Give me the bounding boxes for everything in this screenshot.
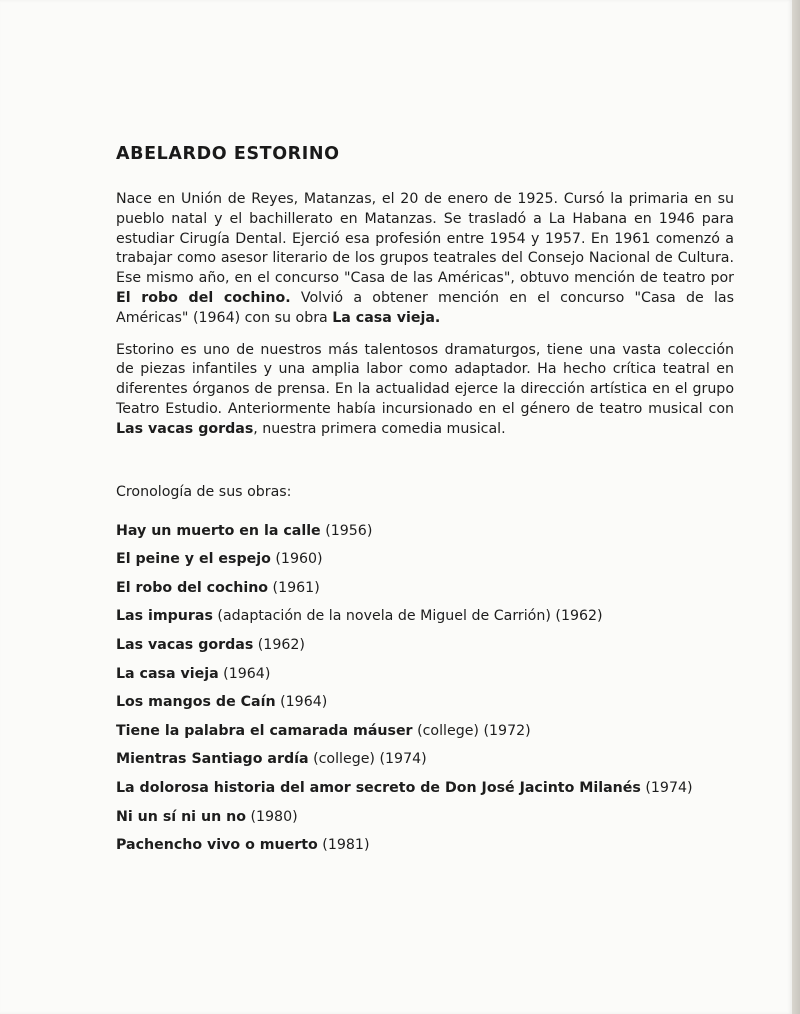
work-note: (1961)	[268, 579, 320, 596]
work-title: Las vacas gordas	[116, 636, 254, 653]
work-title: La dolorosa historia del amor secreto de Don José Jacinto Milanés	[116, 779, 641, 796]
work-note: (1964)	[218, 665, 271, 682]
bio-text: , nuestra primera comedia musical.	[253, 420, 506, 437]
bio-text: Nace en Unión de Reyes, Matanzas, el 20 de enero de 1925. Cursó la primaria en su pueblo natal y el bachillerato en Matanzas. Se trasladó a La Habana en 1946 para estudiar Cirugía Dental. Ejerció esa profesión entre 1954 y 1957. En 1961 comenzó a trabajar como asesor literario de los grupos teatrales del Consejo Nacional de Cultura. Ese mismo año, en el concurso "Casa de las Américas", obtuvo mención de teatro por	[116, 191, 734, 287]
work-title: Tiene la palabra el camarada máuser	[116, 722, 413, 739]
work-item	[116, 636, 734, 655]
work-item	[116, 579, 734, 598]
work-note: (adaptación de la novela de Miguel de Carrión) (1962)	[212, 608, 603, 625]
work-note: (1960)	[270, 551, 323, 568]
work-title: El robo del cochino	[116, 579, 269, 596]
page-content	[114, 144, 734, 865]
work-title: Los mangos de Caín	[116, 694, 276, 711]
biography	[114, 190, 734, 440]
bio-text: Estorino es uno de nuestros más talentosos dramaturgos, tiene una vasta colección de piezas infantiles y una amplia labor como adaptador. Ha hecho crítica teatral en diferentes órganos de prensa. En la actualidad ejerce la dirección artística en el grupo Teatro Estudio. Anteriormente había incursionado en el género de teatro musical con	[116, 341, 734, 417]
chronology-heading: Cronología de sus obras:	[116, 483, 292, 500]
work-item	[116, 750, 734, 769]
work-title: Las impuras	[116, 608, 213, 625]
work-note: (1962)	[253, 636, 305, 653]
work-item	[116, 808, 734, 827]
work-item	[116, 836, 734, 855]
bio-text: Volvió a obtener mención en el concurso "Casa de las Américas" (1964) con su obra	[116, 289, 734, 326]
work-title: El peine y el espejo	[116, 551, 271, 568]
work-item	[116, 522, 734, 541]
work-title: Pachencho vivo o muerto	[116, 837, 318, 854]
work-title: Ni un sí ni un no	[116, 808, 246, 825]
work-note: (1981)	[317, 837, 370, 854]
work-note: (college) (1972)	[412, 722, 531, 739]
author-heading: ABELARDO ESTORINO	[116, 144, 340, 164]
page-edge	[792, 0, 800, 1014]
work-item	[116, 665, 734, 684]
work-title: Hay un muerto en la calle	[116, 522, 321, 539]
bio-paragraph	[116, 341, 734, 440]
work-item	[116, 550, 734, 569]
work-item	[116, 722, 734, 741]
work-note: (1974)	[640, 779, 693, 796]
work-title: Mientras Santiago ardía	[116, 751, 309, 768]
works-list	[114, 522, 734, 856]
work-note: (1964)	[275, 694, 328, 711]
work-title-inline: La casa vieja.	[332, 309, 441, 326]
work-item	[116, 779, 734, 798]
work-note: (1980)	[245, 808, 298, 825]
work-note: (college) (1974)	[308, 751, 427, 768]
bio-paragraph	[116, 190, 734, 329]
work-title-inline: Las vacas gordas	[116, 420, 254, 437]
work-title-inline: El robo del cochino.	[116, 289, 291, 306]
work-item	[116, 607, 734, 626]
work-note: (1956)	[320, 522, 373, 539]
work-title: La casa vieja	[116, 665, 219, 682]
work-item	[116, 693, 734, 712]
